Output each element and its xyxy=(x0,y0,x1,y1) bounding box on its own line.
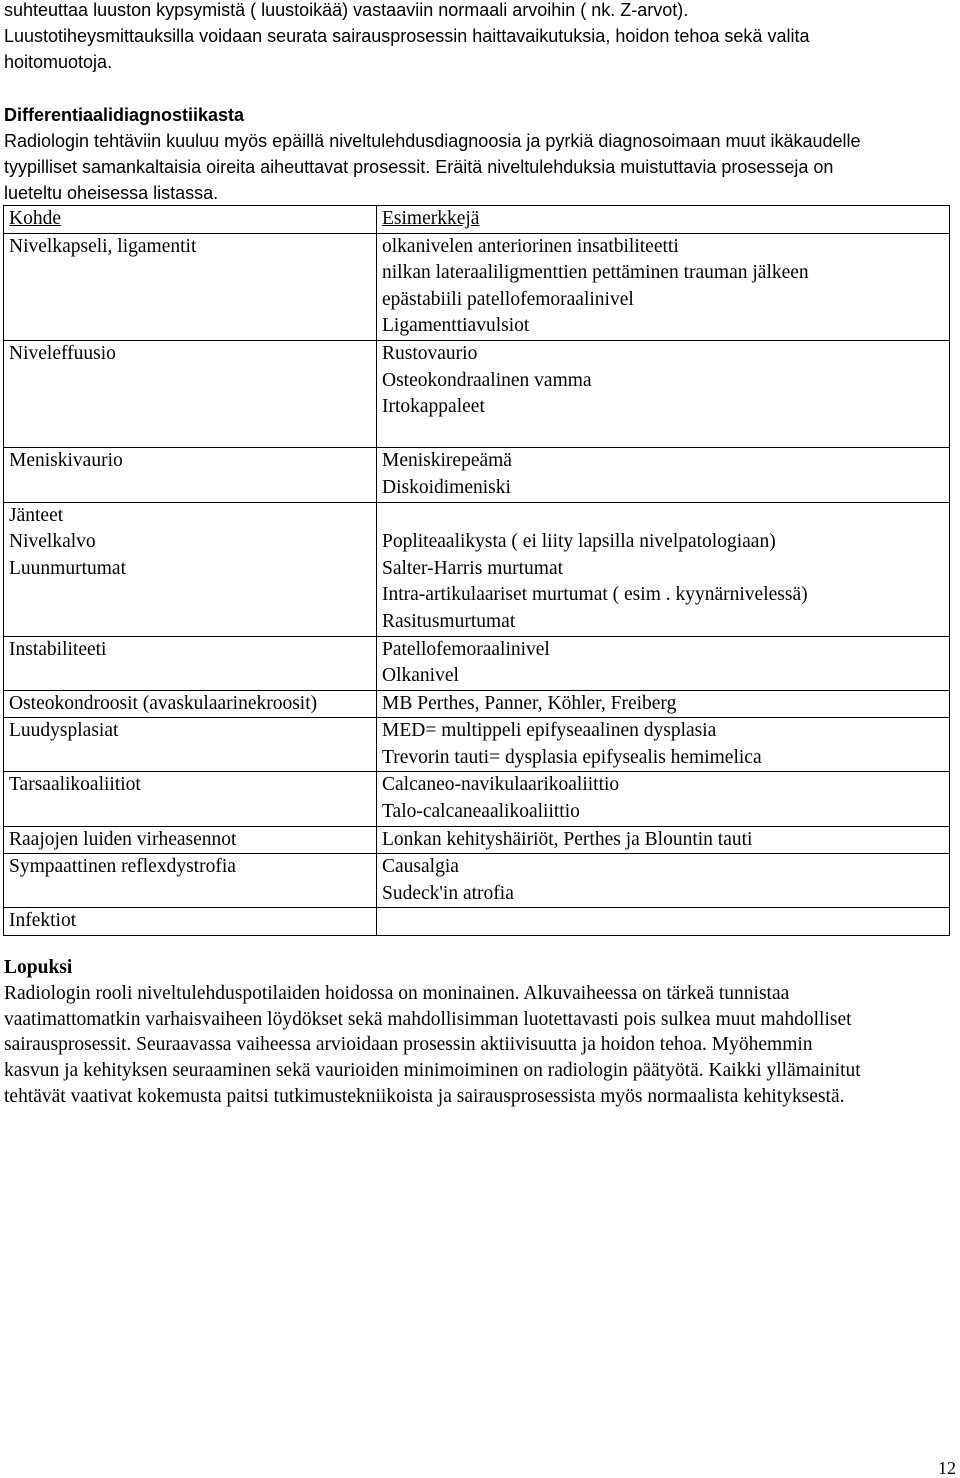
example-text: Osteokondraalinen vamma xyxy=(382,369,592,391)
blank-line xyxy=(382,421,944,448)
differential-line: Radiologin tehtäviin kuuluu myös epäillä niveltulehdusdiagnoosia ja pyrkiä diagnosoimaan muut ikäkaudelle xyxy=(4,131,861,151)
target-text: Raajojen luiden virheasennot xyxy=(9,828,237,850)
conclusion-line: kasvun ja kehityksen seuraaminen sekä vaurioiden minimoiminen on radiologin päätyötä. Kaikki yllämainitut xyxy=(4,1060,861,1082)
table-row xyxy=(4,718,950,772)
differential-paragraph xyxy=(4,128,954,206)
target-text: Meniskivaurio xyxy=(9,450,123,472)
target-cell xyxy=(4,772,377,826)
table-header-cell xyxy=(4,206,377,234)
target-text: Nivelkalvo xyxy=(9,531,96,553)
target-cell xyxy=(4,448,377,502)
table-header-cell xyxy=(377,206,950,234)
examples-cell xyxy=(377,908,950,936)
conclusion-line: tehtävät vaativat kokemusta paitsi tutkimustekniikoista ja sairausprosessista myös normaalista kehityksestä. xyxy=(4,1085,845,1107)
conclusion-paragraph xyxy=(4,981,954,1110)
target-text: Niveleffuusio xyxy=(9,342,116,364)
target-text: Nivelkapseli, ligamentit xyxy=(9,235,197,257)
target-cell xyxy=(4,826,377,854)
table-row xyxy=(4,772,950,826)
differential-table xyxy=(3,205,950,936)
target-text: Sympaattinen reflexdystrofia xyxy=(9,856,236,878)
example-text: Intra-artikulaariset murtumat ( esim . kyynärnivelessä) xyxy=(382,584,808,606)
intro-line: hoitomuotoja. xyxy=(4,52,113,72)
target-cell xyxy=(4,340,377,447)
conclusion-line: vaatimattomatkin varhaisvaiheen löydökset sekä mahdollisimman luotettavasti pois sulkea muut mahdolliset xyxy=(4,1008,852,1030)
column-header-target: Kohde xyxy=(9,208,61,229)
example-text: Talo-calcaneaalikoaliittio xyxy=(382,801,580,823)
target-cell xyxy=(4,636,377,690)
differential-line: tyypilliset samankaltaisia oireita aiheuttavat prosessit. Eräitä niveltulehduksia muistuttavia prosesseja on xyxy=(4,157,834,177)
table-row xyxy=(4,636,950,690)
target-cell xyxy=(4,233,377,340)
target-text: Tarsaalikoaliitiot xyxy=(9,774,141,796)
example-text: MED= multippeli epifyseaalinen dysplasia xyxy=(382,720,717,742)
examples-cell xyxy=(377,772,950,826)
example-text: Diskoidimeniski xyxy=(382,476,511,498)
conclusion-line: Radiologin rooli niveltulehduspotilaiden hoidossa on moninainen. Alkuvaiheessa on tärkeä tunnistaa xyxy=(4,983,790,1004)
target-text: Luudysplasiat xyxy=(9,720,119,742)
target-text: Osteokondroosit (avaskulaarinekroosit) xyxy=(9,692,318,714)
table-row xyxy=(4,502,950,636)
example-text: Ligamenttiavulsiot xyxy=(382,315,530,337)
intro-line: suhteuttaa luuston kypsymistä ( luustoikää) vastaaviin normaali arvoihin ( nk. Z-arvot). xyxy=(4,0,689,20)
examples-cell xyxy=(377,233,950,340)
target-text: Instabiliteeti xyxy=(9,638,107,660)
target-text: Jänteet xyxy=(9,504,64,526)
conclusion-line: sairausprosessit. Seuraavassa vaiheessa arvioidaan prosessin aktiivisuutta ja hoidon tehoa. Myöhemmin xyxy=(4,1034,813,1056)
example-text: Meniskirepeämä xyxy=(382,450,512,472)
table-row xyxy=(4,908,950,936)
example-text: Trevorin tauti= dysplasia epifysealis hemimelica xyxy=(382,746,762,768)
examples-cell xyxy=(377,690,950,718)
example-text: epästabiili patellofemoraalinivel xyxy=(382,288,634,310)
target-cell xyxy=(4,718,377,772)
example-text: nilkan lateraaliligmenttien pettäminen trauman jälkeen xyxy=(382,262,809,284)
differential-line: lueteltu oheisessa listassa. xyxy=(4,183,219,203)
examples-cell xyxy=(377,826,950,854)
blank-line xyxy=(382,503,944,530)
target-cell xyxy=(4,854,377,908)
table-header-row xyxy=(4,206,950,234)
target-text: Luunmurtumat xyxy=(9,557,126,579)
table-row xyxy=(4,340,950,447)
example-text: Olkanivel xyxy=(382,665,459,687)
intro-line: Luustotiheysmittauksilla voidaan seurata sairausprosessin haittavaikutuksia, hoidon tehoa sekä valita xyxy=(4,26,810,46)
example-text: Rustovaurio xyxy=(382,342,478,364)
example-text: Rasitusmurtumat xyxy=(382,610,516,632)
example-text: olkanivelen anteriorinen insatbiliteetti xyxy=(382,235,679,257)
column-header-examples: Esimerkkejä xyxy=(382,208,480,229)
examples-cell xyxy=(377,636,950,690)
page-number: 12 xyxy=(938,1458,956,1478)
example-text: Patellofemoraalinivel xyxy=(382,638,550,660)
example-text: Salter-Harris murtumat xyxy=(382,557,564,579)
examples-cell xyxy=(377,854,950,908)
examples-cell xyxy=(377,502,950,636)
table-row xyxy=(4,690,950,718)
differential-heading: Differentiaalidiagnostiikasta xyxy=(4,105,245,125)
table-row xyxy=(4,854,950,908)
target-cell xyxy=(4,690,377,718)
examples-cell xyxy=(377,340,950,447)
example-text: MB Perthes, Panner, Köhler, Freiberg xyxy=(382,692,677,714)
examples-cell xyxy=(377,448,950,502)
conclusion-heading: Lopuksi xyxy=(4,957,73,978)
blank-line xyxy=(382,908,944,935)
target-cell xyxy=(4,502,377,636)
table-row xyxy=(4,448,950,502)
example-text: Lonkan kehityshäiriöt, Perthes ja Blountin tauti xyxy=(382,828,753,850)
example-text: Popliteaalikysta ( ei liity lapsilla nivelpatologiaan) xyxy=(382,531,776,553)
example-text: Irtokappaleet xyxy=(382,396,485,418)
table-row xyxy=(4,233,950,340)
example-text: Causalgia xyxy=(382,856,459,878)
examples-cell xyxy=(377,718,950,772)
table-row xyxy=(4,826,950,854)
target-cell xyxy=(4,908,377,936)
example-text: Sudeck'in atrofia xyxy=(382,882,514,904)
intro-paragraph xyxy=(4,0,954,75)
target-text: Infektiot xyxy=(9,910,77,932)
example-text: Calcaneo-navikulaarikoaliittio xyxy=(382,774,620,796)
